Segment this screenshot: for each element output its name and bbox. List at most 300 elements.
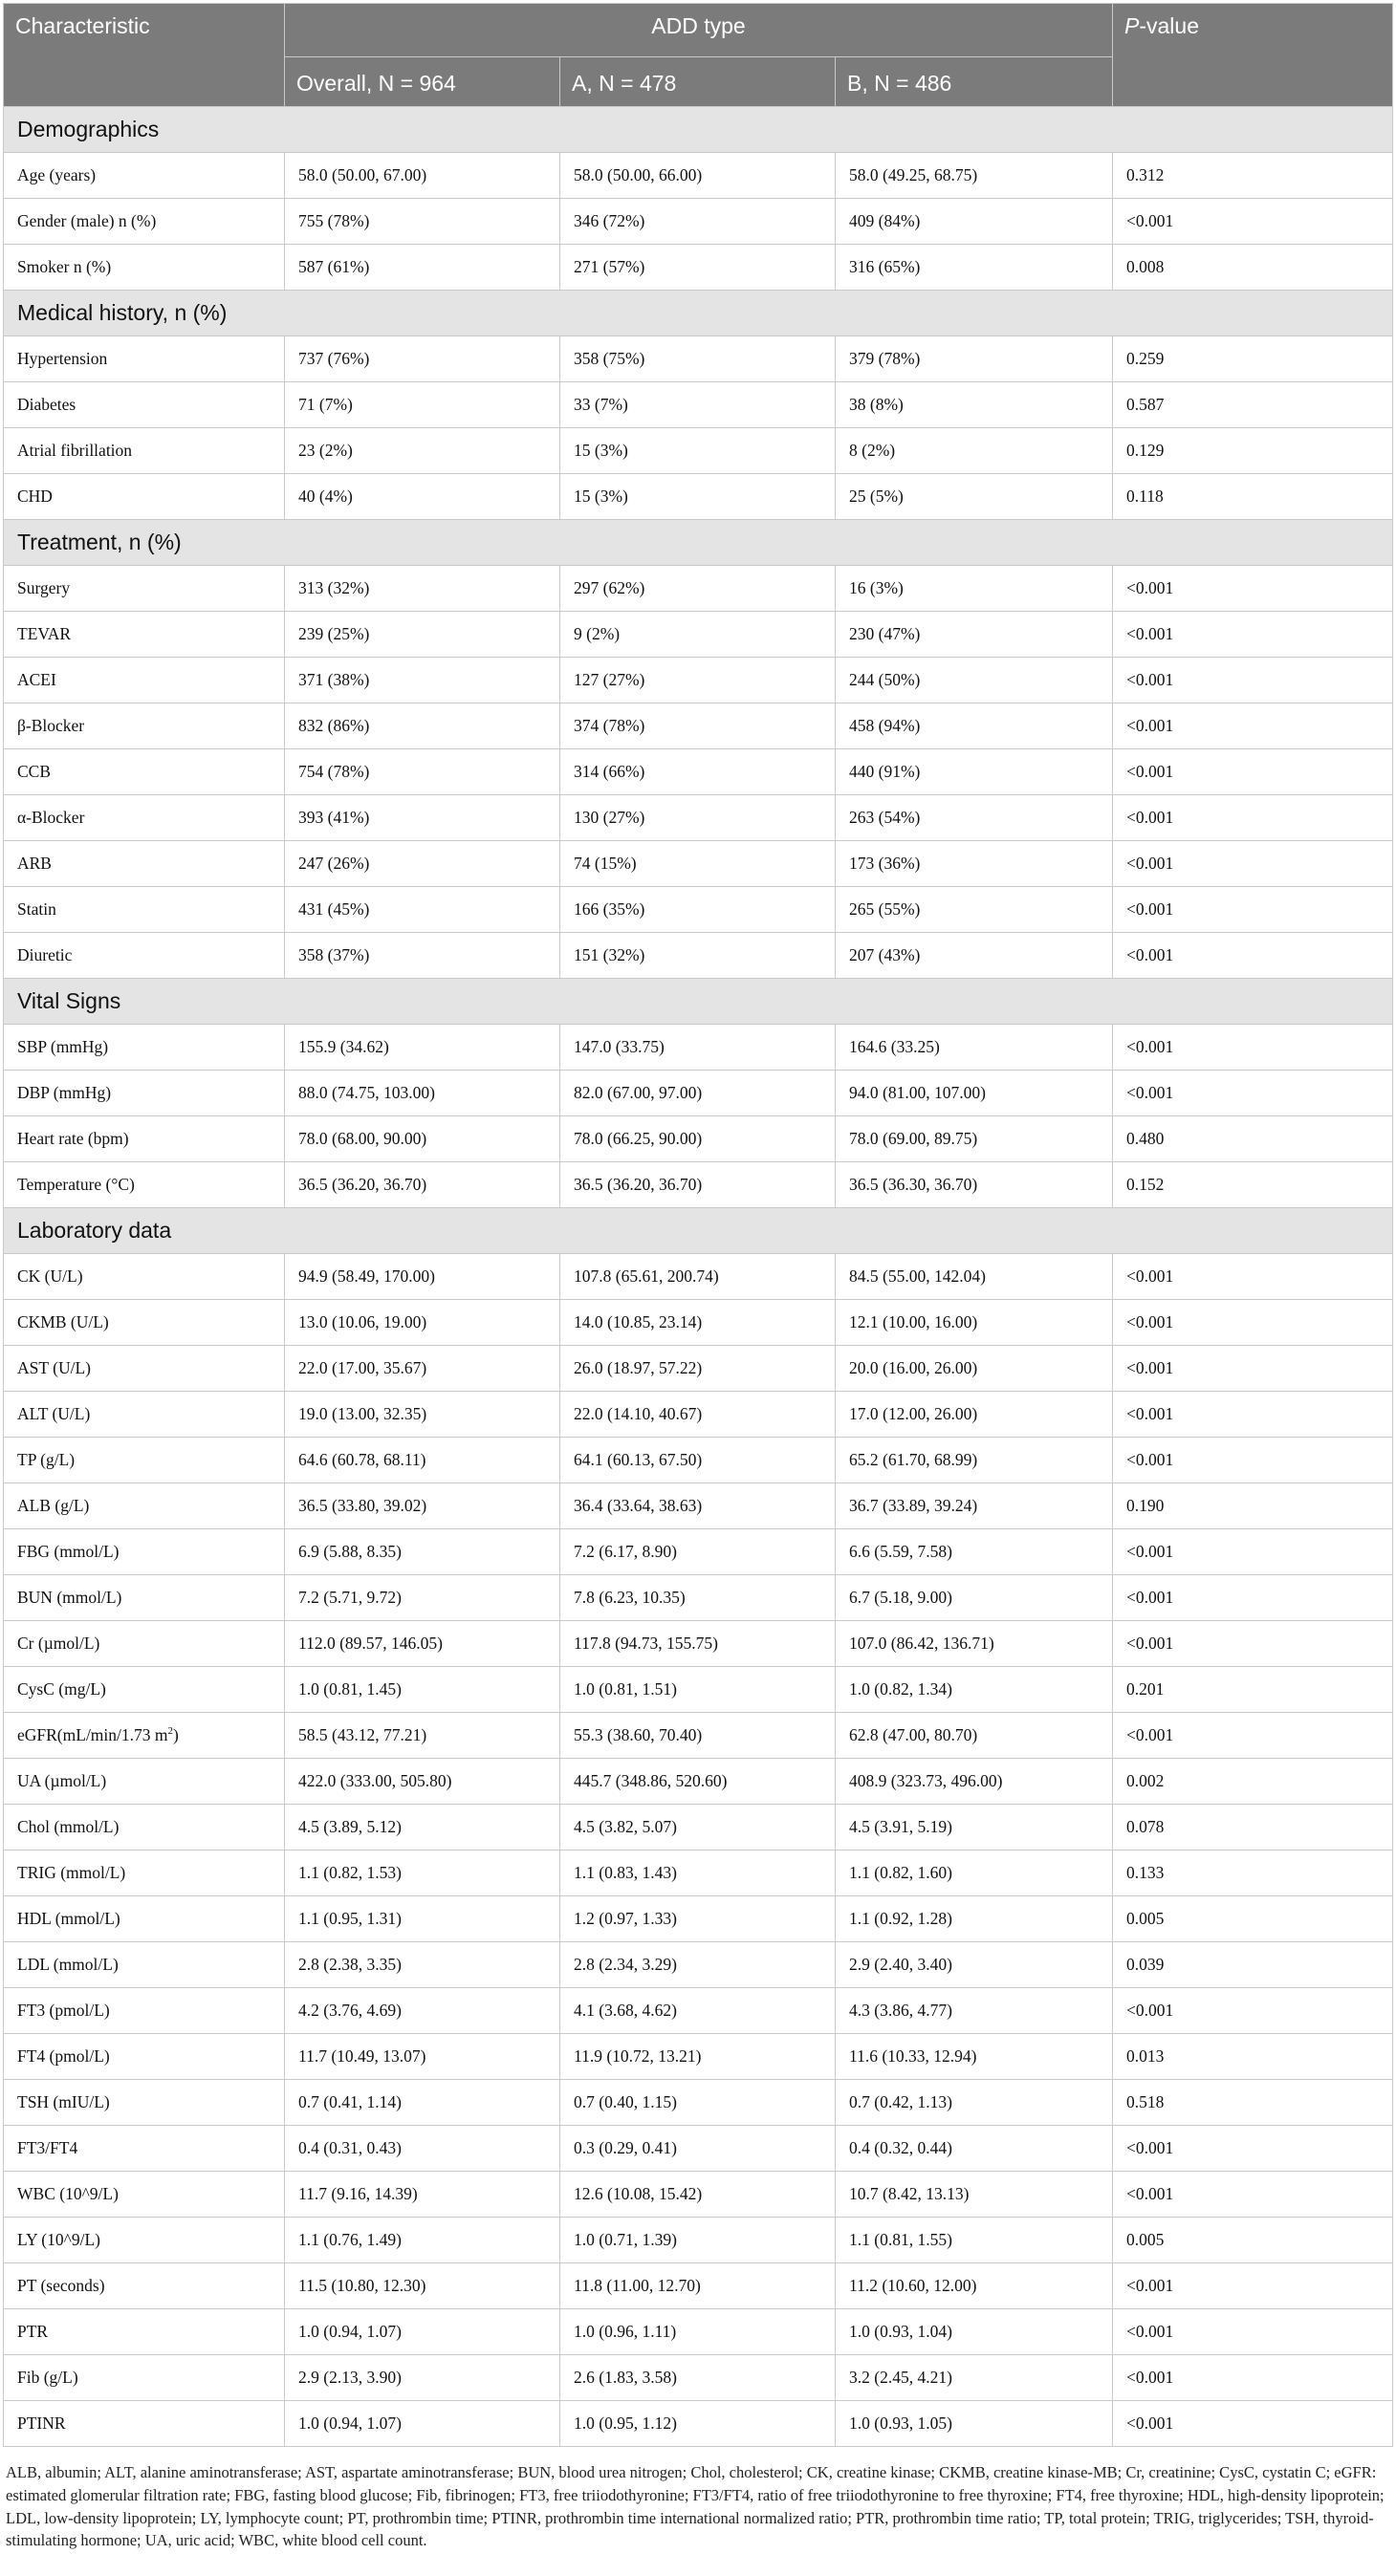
overall-cell: 11.7 (9.16, 14.39) [285,2172,560,2218]
table-row [4,2263,1393,2309]
characteristic-cell [4,1988,285,2034]
characteristic-label: TSH (mIU/L) [17,2092,110,2111]
p-value-cell: <0.001 [1113,887,1393,933]
table-row [4,1392,1393,1438]
type-b-cell: 6.6 (5.59, 7.58) [836,1529,1113,1575]
table-row [4,199,1393,245]
table-row [4,841,1393,887]
overall-cell: 13.0 (10.06, 19.00) [285,1300,560,1346]
add-type-header: ADD type [285,4,1113,57]
p-value-cell: <0.001 [1113,841,1393,887]
section-title: Laboratory data [4,1208,1393,1254]
characteristic-label: SBP (mmHg) [17,1037,109,1056]
overall-cell: 40 (4%) [285,474,560,520]
p-value-cell: <0.001 [1113,1713,1393,1759]
characteristic-label: BUN (mmol/L) [17,1588,122,1607]
characteristic-label: Diuretic [17,945,73,964]
type-a-header: A, N = 478 [560,57,836,107]
characteristic-cell [4,382,285,428]
characteristic-cell [4,1575,285,1621]
characteristic-label: FT3/FT4 [17,2138,78,2157]
type-b-cell: 440 (91%) [836,749,1113,795]
table-row [4,1988,1393,2034]
characteristic-label: Age (years) [17,165,97,184]
characteristic-label: UA (µmol/L) [17,1771,107,1790]
characteristic-label: CKMB (U/L) [17,1312,109,1331]
type-a-cell: 33 (7%) [560,382,836,428]
p-value-cell: <0.001 [1113,1025,1393,1071]
overall-cell: 0.7 (0.41, 1.14) [285,2080,560,2126]
type-a-cell: 358 (75%) [560,336,836,382]
p-value-cell: <0.001 [1113,1575,1393,1621]
section-header-row [4,291,1393,336]
overall-cell: 58.0 (50.00, 67.00) [285,153,560,199]
type-a-cell: 107.8 (65.61, 200.74) [560,1254,836,1300]
overall-cell: 22.0 (17.00, 35.67) [285,1346,560,1392]
characteristic-cell [4,1025,285,1071]
table-row [4,1346,1393,1392]
characteristic-label: Smoker n (%) [17,257,112,276]
overall-cell: 71 (7%) [285,382,560,428]
p-value-cell: <0.001 [1113,1254,1393,1300]
characteristic-cell [4,153,285,199]
p-value-cell: 0.518 [1113,2080,1393,2126]
overall-cell: 11.7 (10.49, 13.07) [285,2034,560,2080]
p-value-cell: 0.005 [1113,1896,1393,1942]
type-b-cell: 6.7 (5.18, 9.00) [836,1575,1113,1621]
characteristic-label: ALT (U/L) [17,1404,91,1423]
table-row [4,1438,1393,1483]
characteristic-cell [4,1300,285,1346]
p-value-cell: 0.008 [1113,245,1393,291]
type-b-cell: 379 (78%) [836,336,1113,382]
overall-cell: 1.1 (0.76, 1.49) [285,2218,560,2263]
overall-cell: 358 (37%) [285,933,560,979]
type-b-cell: 8 (2%) [836,428,1113,474]
characteristic-label: Cr (µmol/L) [17,1634,100,1653]
p-value-cell: 0.312 [1113,153,1393,199]
characteristic-label: AST (U/L) [17,1358,91,1377]
characteristic-cell [4,2309,285,2355]
characteristic-label: eGFR(mL/min/1.73 m [17,1725,168,1744]
type-b-cell: 1.1 (0.82, 1.60) [836,1851,1113,1896]
section-header-row [4,979,1393,1025]
characteristic-cell [4,933,285,979]
characteristic-cell [4,749,285,795]
p-value-cell: <0.001 [1113,749,1393,795]
table-row [4,153,1393,199]
type-a-cell: 4.1 (3.68, 4.62) [560,1988,836,2034]
p-value-cell: <0.001 [1113,1346,1393,1392]
type-a-cell: 346 (72%) [560,199,836,245]
overall-cell: 1.0 (0.94, 1.07) [285,2401,560,2447]
characteristic-label: WBC (10^9/L) [17,2184,119,2203]
characteristic-label: DBP (mmHg) [17,1083,112,1102]
type-b-cell: 11.6 (10.33, 12.94) [836,2034,1113,2080]
overall-cell: 737 (76%) [285,336,560,382]
overall-cell: 247 (26%) [285,841,560,887]
section-header-row [4,520,1393,566]
table-row [4,2080,1393,2126]
p-value-cell: <0.001 [1113,1071,1393,1116]
p-value-cell: <0.001 [1113,2263,1393,2309]
p-value-cell: <0.001 [1113,795,1393,841]
p-value-cell: 0.259 [1113,336,1393,382]
type-b-cell: 1.1 (0.92, 1.28) [836,1896,1113,1942]
overall-cell: 64.6 (60.78, 68.11) [285,1438,560,1483]
type-a-cell: 12.6 (10.08, 15.42) [560,2172,836,2218]
characteristic-cell [4,1483,285,1529]
type-b-cell: 10.7 (8.42, 13.13) [836,2172,1113,2218]
table-header [4,4,1393,107]
type-a-cell: 147.0 (33.75) [560,1025,836,1071]
overall-cell: 587 (61%) [285,245,560,291]
characteristic-cell [4,1805,285,1851]
overall-cell: 4.2 (3.76, 4.69) [285,1988,560,2034]
p-value-cell: 0.078 [1113,1805,1393,1851]
p-value-cell: <0.001 [1113,2126,1393,2172]
table-row [4,1575,1393,1621]
overall-cell: 88.0 (74.75, 103.00) [285,1071,560,1116]
characteristic-label: β-Blocker [17,716,85,735]
type-b-cell: 11.2 (10.60, 12.00) [836,2263,1113,2309]
type-a-cell: 271 (57%) [560,245,836,291]
type-a-cell: 64.1 (60.13, 67.50) [560,1438,836,1483]
table-row [4,1025,1393,1071]
characteristic-label: Chol (mmol/L) [17,1817,120,1836]
type-a-cell: 1.0 (0.96, 1.11) [560,2309,836,2355]
characteristic-cell [4,2263,285,2309]
section-title: Treatment, n (%) [4,520,1393,566]
table-row [4,795,1393,841]
type-a-cell: 166 (35%) [560,887,836,933]
type-a-cell: 78.0 (66.25, 90.00) [560,1116,836,1162]
type-b-cell: 263 (54%) [836,795,1113,841]
overall-header: Overall, N = 964 [285,57,560,107]
p-value-cell: <0.001 [1113,1621,1393,1667]
p-value-cell: <0.001 [1113,1438,1393,1483]
type-a-cell: 1.2 (0.97, 1.33) [560,1896,836,1942]
table-row [4,1851,1393,1896]
characteristic-label: CK (U/L) [17,1266,83,1286]
type-a-cell: 0.3 (0.29, 0.41) [560,2126,836,2172]
characteristic-cell [4,1713,285,1759]
overall-cell: 1.0 (0.81, 1.45) [285,1667,560,1713]
p-value-cell: 0.129 [1113,428,1393,474]
overall-cell: 23 (2%) [285,428,560,474]
type-b-cell: 409 (84%) [836,199,1113,245]
type-a-cell: 314 (66%) [560,749,836,795]
characteristic-cell [4,2355,285,2401]
p-value-cell: <0.001 [1113,1392,1393,1438]
overall-cell: 1.0 (0.94, 1.07) [285,2309,560,2355]
p-value-cell: 0.190 [1113,1483,1393,1529]
type-b-cell: 78.0 (69.00, 89.75) [836,1116,1113,1162]
overall-cell: 7.2 (5.71, 9.72) [285,1575,560,1621]
type-b-cell: 12.1 (10.00, 16.00) [836,1300,1113,1346]
characteristic-cell [4,1759,285,1805]
type-b-cell: 408.9 (323.73, 496.00) [836,1759,1113,1805]
type-b-cell: 4.3 (3.86, 4.77) [836,1988,1113,2034]
p-value-cell: 0.039 [1113,1942,1393,1988]
table-row [4,704,1393,749]
type-b-cell: 173 (36%) [836,841,1113,887]
characteristic-cell [4,1529,285,1575]
type-a-cell: 11.8 (11.00, 12.70) [560,2263,836,2309]
table-row [4,1896,1393,1942]
characteristic-cell [4,704,285,749]
overall-cell: 313 (32%) [285,566,560,612]
type-b-cell: 25 (5%) [836,474,1113,520]
p-value-cell: <0.001 [1113,2355,1393,2401]
type-a-cell: 1.0 (0.95, 1.12) [560,2401,836,2447]
characteristic-cell [4,2401,285,2447]
section-title: Demographics [4,107,1393,153]
type-b-cell: 244 (50%) [836,658,1113,704]
characteristic-label: FT4 (pmol/L) [17,2046,110,2066]
characteristic-label: Temperature (°C) [17,1175,135,1194]
p-value-cell: 0.002 [1113,1759,1393,1805]
overall-cell: 155.9 (34.62) [285,1025,560,1071]
p-letter: P [1124,13,1140,38]
characteristic-cell [4,2126,285,2172]
characteristic-cell [4,2172,285,2218]
characteristic-label: TEVAR [17,624,72,643]
table-row [4,2309,1393,2355]
characteristic-label: TRIG (mmol/L) [17,1863,126,1882]
type-a-cell: 7.8 (6.23, 10.35) [560,1575,836,1621]
type-b-cell: 1.0 (0.93, 1.05) [836,2401,1113,2447]
p-value-cell: 0.005 [1113,2218,1393,2263]
type-a-cell: 1.0 (0.81, 1.51) [560,1667,836,1713]
overall-cell: 1.1 (0.82, 1.53) [285,1851,560,1896]
section-title: Medical history, n (%) [4,291,1393,336]
table-row [4,658,1393,704]
characteristic-label: Hypertension [17,349,108,368]
type-a-cell: 14.0 (10.85, 23.14) [560,1300,836,1346]
type-a-cell: 297 (62%) [560,566,836,612]
section-header-row [4,107,1393,153]
characteristic-cell [4,1438,285,1483]
overall-cell: 78.0 (68.00, 90.00) [285,1116,560,1162]
table-row [4,1529,1393,1575]
table-row [4,1713,1393,1759]
type-a-cell: 36.4 (33.64, 38.63) [560,1483,836,1529]
table-row [4,1254,1393,1300]
overall-cell: 755 (78%) [285,199,560,245]
type-a-cell: 0.7 (0.40, 1.15) [560,2080,836,2126]
type-a-cell: 117.8 (94.73, 155.75) [560,1621,836,1667]
p-value-cell: 0.152 [1113,1162,1393,1208]
type-b-cell: 20.0 (16.00, 26.00) [836,1346,1113,1392]
type-a-cell: 2.6 (1.83, 3.58) [560,2355,836,2401]
p-value-cell: <0.001 [1113,2309,1393,2355]
overall-cell: 832 (86%) [285,704,560,749]
characteristic-cell [4,474,285,520]
type-b-cell: 16 (3%) [836,566,1113,612]
type-b-cell: 65.2 (61.70, 68.99) [836,1438,1113,1483]
type-b-cell: 207 (43%) [836,933,1113,979]
overall-cell: 239 (25%) [285,612,560,658]
p-value-cell: 0.480 [1113,1116,1393,1162]
characteristic-cell [4,795,285,841]
characteristic-label: ALB (g/L) [17,1496,90,1515]
table-row [4,245,1393,291]
type-b-cell: 2.9 (2.40, 3.40) [836,1942,1113,1988]
table-footnote: ALB, albumin; ALT, alanine aminotransferase; AST, aspartate aminotransferase; BUN, blood urea nitrogen; Chol, cholesterol; CK, creatine kinase; CKMB, creatine kinase-MB; Cr, creatinine; CysC, cystatin C; eGFR: estimated glomerular filtration rate; FBG, fasting blood glucose; Fib, fibrinogen; FT3, free triiodothyronine; FT3/FT4, ratio of free triiodothyronine to free thyroxine; FT4, free thyroxine; HDL, high-density lipoprotein; LDL, low-density lipoprotein; LY, lymphocyte count; PT, prothrombin time; PTINR, prothrombin time international normalized ratio; PTR, prothrombin time ratio; TP, total protein; TRIG, triglycerides; TSH, thyroid-stimulating hormone; UA, uric acid; WBC, white blood cell count. [6,2463,1385,2550]
type-b-cell: 316 (65%) [836,245,1113,291]
table-row [4,2218,1393,2263]
table-row [4,1116,1393,1162]
overall-cell: 36.5 (33.80, 39.02) [285,1483,560,1529]
type-a-cell: 130 (27%) [560,795,836,841]
overall-cell: 11.5 (10.80, 12.30) [285,2263,560,2309]
type-a-cell: 4.5 (3.82, 5.07) [560,1805,836,1851]
characteristic-cell [4,1621,285,1667]
characteristic-cell [4,1942,285,1988]
type-b-cell: 3.2 (2.45, 4.21) [836,2355,1113,2401]
type-b-cell: 17.0 (12.00, 26.00) [836,1392,1113,1438]
overall-cell: 19.0 (13.00, 32.35) [285,1392,560,1438]
overall-cell: 94.9 (58.49, 170.00) [285,1254,560,1300]
characteristic-cell [4,2218,285,2263]
table-row [4,2172,1393,2218]
characteristic-label: TP (g/L) [17,1450,76,1469]
overall-cell: 0.4 (0.31, 0.43) [285,2126,560,2172]
characteristic-label: HDL (mmol/L) [17,1909,120,1928]
p-value-cell: <0.001 [1113,933,1393,979]
characteristic-label: ACEI [17,670,56,689]
table-row [4,2355,1393,2401]
characteristic-cell [4,566,285,612]
overall-cell: 431 (45%) [285,887,560,933]
characteristic-label: FT3 (pmol/L) [17,2001,110,2020]
characteristic-header: Characteristic [4,4,285,107]
table-row [4,2126,1393,2172]
type-b-cell: 1.0 (0.93, 1.04) [836,2309,1113,2355]
characteristic-cell [4,1071,285,1116]
type-a-cell: 374 (78%) [560,704,836,749]
p-value-cell: <0.001 [1113,1988,1393,2034]
overall-cell: 393 (41%) [285,795,560,841]
p-value-cell: <0.001 [1113,1529,1393,1575]
p-value-cell: <0.001 [1113,1300,1393,1346]
type-b-cell: 1.1 (0.81, 1.55) [836,2218,1113,2263]
p-value-cell: 0.133 [1113,1851,1393,1896]
type-b-cell: 1.0 (0.82, 1.34) [836,1667,1113,1713]
characteristic-label: Heart rate (bpm) [17,1129,129,1148]
table-row [4,2401,1393,2447]
characteristic-label: CysC (mg/L) [17,1679,106,1699]
characteristic-cell [4,2080,285,2126]
characteristic-label: LY (10^9/L) [17,2230,100,2249]
table-row [4,1667,1393,1713]
characteristic-cell [4,1896,285,1942]
characteristic-label: Statin [17,899,56,919]
type-a-cell: 36.5 (36.20, 36.70) [560,1162,836,1208]
characteristic-cell [4,428,285,474]
p-value-cell: 0.201 [1113,1667,1393,1713]
section-header-row [4,1208,1393,1254]
type-b-cell: 94.0 (81.00, 107.00) [836,1071,1113,1116]
type-a-cell: 74 (15%) [560,841,836,887]
characteristic-label: ARB [17,854,52,873]
type-a-cell: 2.8 (2.34, 3.29) [560,1942,836,1988]
characteristic-cell [4,1392,285,1438]
characteristic-label: CCB [17,762,52,781]
table-row [4,612,1393,658]
overall-cell: 754 (78%) [285,749,560,795]
characteristic-cell [4,245,285,291]
type-a-cell: 151 (32%) [560,933,836,979]
characteristic-label: CHD [17,487,53,506]
overall-cell: 6.9 (5.88, 8.35) [285,1529,560,1575]
type-a-cell: 22.0 (14.10, 40.67) [560,1392,836,1438]
characteristic-cell [4,1667,285,1713]
type-a-cell: 15 (3%) [560,474,836,520]
overall-cell: 2.8 (2.38, 3.35) [285,1942,560,1988]
table-row [4,428,1393,474]
table-row [4,2034,1393,2080]
type-b-header: B, N = 486 [836,57,1113,107]
p-value-cell: <0.001 [1113,658,1393,704]
type-b-cell: 458 (94%) [836,704,1113,749]
type-a-cell: 1.0 (0.71, 1.39) [560,2218,836,2263]
characteristic-label: Surgery [17,578,71,597]
type-b-cell: 36.7 (33.89, 39.24) [836,1483,1113,1529]
type-a-cell: 445.7 (348.86, 520.60) [560,1759,836,1805]
characteristic-cell [4,887,285,933]
table-row [4,1300,1393,1346]
type-a-cell: 11.9 (10.72, 13.21) [560,2034,836,2080]
characteristic-cell [4,1851,285,1896]
type-b-cell: 62.8 (47.00, 80.70) [836,1713,1113,1759]
label-suffix: ) [173,1725,179,1744]
p-value-cell: <0.001 [1113,566,1393,612]
table-row [4,933,1393,979]
overall-cell: 112.0 (89.57, 146.05) [285,1621,560,1667]
p-value-cell: 0.118 [1113,474,1393,520]
overall-cell: 422.0 (333.00, 505.80) [285,1759,560,1805]
characteristic-cell [4,658,285,704]
p-value-cell: 0.587 [1113,382,1393,428]
table-row [4,382,1393,428]
characteristic-label: PT (seconds) [17,2276,105,2295]
table-row [4,1483,1393,1529]
overall-cell: 4.5 (3.89, 5.12) [285,1805,560,1851]
characteristic-label: α-Blocker [17,808,85,827]
p-value-suffix: -value [1139,13,1200,38]
type-b-cell: 230 (47%) [836,612,1113,658]
p-value-header [1113,4,1393,107]
characteristic-cell [4,612,285,658]
characteristic-cell [4,841,285,887]
characteristic-label: Gender (male) n (%) [17,211,157,230]
characteristic-cell [4,2034,285,2080]
type-b-cell: 164.6 (33.25) [836,1025,1113,1071]
table-row [4,474,1393,520]
type-b-cell: 0.4 (0.32, 0.44) [836,2126,1113,2172]
characteristic-label: FBG (mmol/L) [17,1542,120,1561]
characteristic-label: Atrial fibrillation [17,441,133,460]
type-a-cell: 127 (27%) [560,658,836,704]
table-row [4,1162,1393,1208]
characteristics-table [3,3,1393,2447]
characteristic-label: Diabetes [17,395,76,414]
table-body [4,107,1393,2447]
table-row [4,1071,1393,1116]
p-value-cell: <0.001 [1113,704,1393,749]
